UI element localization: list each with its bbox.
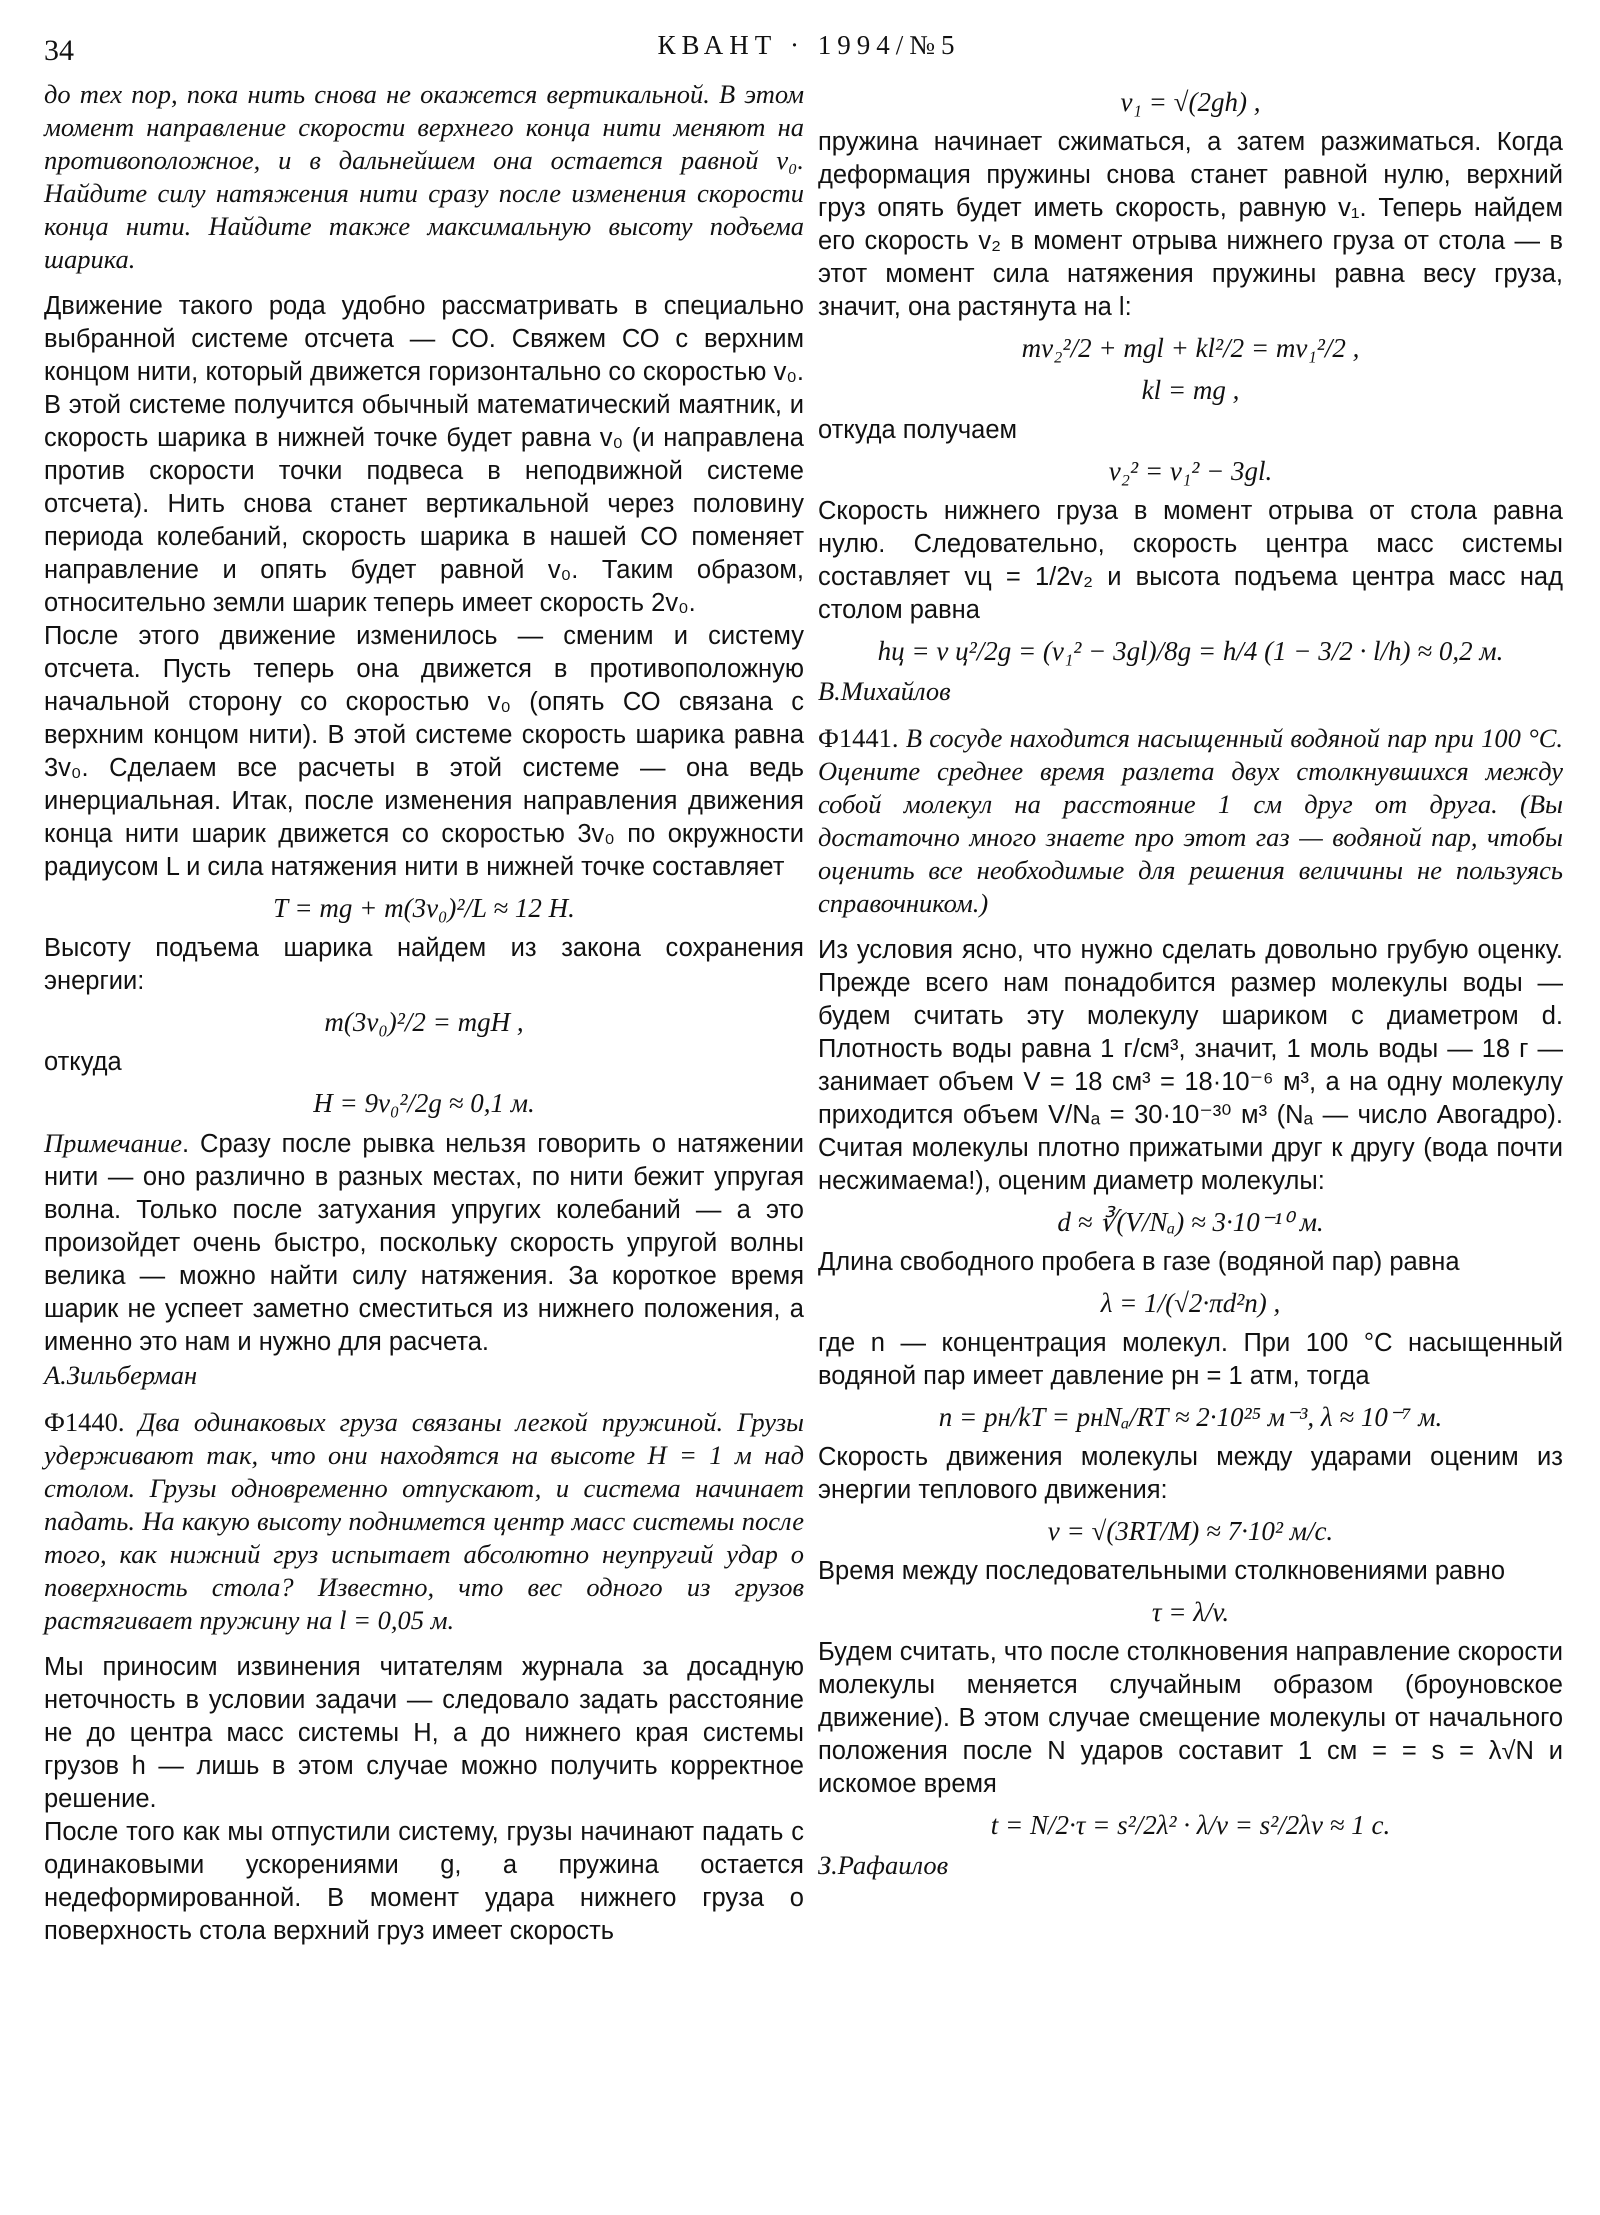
right-column bbox=[818, 78, 1563, 1882]
solution-paragraph: Мы приносим извинения читателям журнала за досадную неточность в условии задачи — следовало задать расстояние не до центра масс системы H, а до нижнего края системы грузов h — лишь в этом случае можно получить корректное решение. bbox=[44, 1653, 804, 1813]
equation-concentration: n = pн/kT = pнNₐ/RT ≈ 2·10²⁵ м⁻³, λ ≈ 10⁻⁷ м. bbox=[938, 1402, 1443, 1432]
left-column bbox=[44, 78, 804, 1948]
problem-1441 bbox=[818, 722, 1563, 920]
solution-paragraph: Высоту подъема шарика найдем из закона сохранения энергии: bbox=[44, 934, 804, 995]
equation-velocity: v₁ = √(2gh) , bbox=[1120, 87, 1261, 117]
author-signature: А.Зильберман bbox=[44, 1360, 198, 1390]
equation-energy-spring: mv₂²/2 + mgl + kl²/2 = mv₁²/2 , bbox=[1021, 333, 1360, 363]
solution-paragraph: Будем считать, что после столкновения направление скорости молекулы меняется случайным образом (броуновское движение). В этом случае смещение молекулы от начального положения после N ударов составит 1 см = = s = λ√N и искомое время bbox=[818, 1638, 1563, 1798]
solution-paragraph: откуда bbox=[44, 1048, 122, 1076]
note-paragraph bbox=[44, 1127, 804, 1359]
equation-v2: v₂² = v₁² − 3gl. bbox=[1108, 456, 1273, 486]
solution-paragraph: где n — концентрация молекул. При 100 °С насыщенный водяной пар имеет давление pн = 1 атм, тогда bbox=[818, 1329, 1563, 1390]
solution-paragraph: Время между последовательными столкновениями равно bbox=[818, 1557, 1506, 1585]
note-label: Примечание bbox=[44, 1128, 183, 1158]
problem-number: Ф1440. bbox=[44, 1407, 125, 1437]
equation-diameter: d ≈ ∛(V/Nₐ) ≈ 3·10⁻¹⁰ м. bbox=[1057, 1207, 1324, 1237]
solution-paragraph: После этого движение изменилось — сменим и систему отсчета. Пусть теперь она движется в противоположную начальной сторону со скоростью v₀ (опять СО связана с верхним концом нити). В этой системе скорость шарика равна 3v₀. Сделаем все расчеты в этой системе — она ведь инерциальная. Итак, после изменения направления движения конца нити шарик движется со скоростью 3v₀ по окружности радиусом L и сила натяжения нити в нижней точке составляет bbox=[44, 622, 804, 881]
solution-paragraph: Скорость нижнего груза в момент отрыва от стола равна нулю. Следовательно, скорость центра масс системы составляет vц = 1/2v₂ и высота подъема центра масс над столом равна bbox=[818, 497, 1563, 624]
journal-title: КВАНТ · 1994/№5 bbox=[657, 30, 961, 60]
solution-paragraph: Скорость движения молекулы между ударами оценим из энергии теплового движения: bbox=[818, 1443, 1563, 1504]
equation-height: H = 9v₀²/2g ≈ 0,1 м. bbox=[313, 1088, 535, 1118]
problem-text: Два одинаковых груза связаны легкой пружиной. Грузы удерживают так, что они находятся на высоте H = 1 м над столом. Грузы одновременно отпускают, и система начинает падать. На какую высоту поднимется центр масс системы после того, как нижний груз испытает абсолютно неупругий удар о поверхность стола? Известно, что вес одного из грузов растягивает пружину на l = 0,05 м. bbox=[44, 1407, 804, 1635]
page-header bbox=[44, 26, 1574, 66]
problem-number: Ф1441. bbox=[818, 723, 899, 753]
page-number: 34 bbox=[44, 34, 74, 67]
equation-tension: T = mg + m(3v₀)²/L ≈ 12 Н. bbox=[273, 893, 575, 923]
solution-paragraph: пружина начинает сжиматься, а затем разжиматься. Когда деформация пружины снова станет равной нулю, верхний груз опять будет иметь скорость, равную v₁. Теперь найдем его скорость v₂ в момент отрыва нижнего груза от стола — в этот момент сила натяжения пружины равна весу груза, значит, она растянута на l: bbox=[818, 128, 1563, 321]
equation-mean-free-path: λ = 1/(√2·πd²n) , bbox=[1100, 1288, 1281, 1318]
solution-paragraph: После того как мы отпустили систему, грузы начинают падать с одинаковыми ускорениями g, а пружина остается недеформированной. В момент удара нижнего груза о поверхность стола верхний груз имеет скорость bbox=[44, 1818, 804, 1945]
problem-statement-continued: до тех пор, пока нить снова не окажется вертикальной. В этом момент направление скорости верхнего конца нити меняют на противоположное, и в дальнейшем она остается равной v₀. Найдите силу натяжения нити сразу после изменения скорости конца нити. Найдите также максимальную высоту подъема шарика. bbox=[44, 79, 804, 274]
note-text: . Сразу после рывка нельзя говорить о натяжении нити — оно различно в разных местах, по нити бежит упругая волна. Только после затухания упругих колебаний — а это произойдет очень быстро, поскольку скорость упругой волны велика — можно найти силу натяжения. За короткое время шарик не успеет заметно сместиться из нижнего положения, а именно это нам и нужно для расчета. bbox=[44, 1130, 804, 1356]
author-signature: З.Рафаилов bbox=[818, 1850, 949, 1880]
solution-paragraph: откуда получаем bbox=[818, 416, 1018, 444]
equation-hooke: kl = mg , bbox=[1141, 375, 1240, 405]
equation-energy: m(3v₀)²/2 = mgH , bbox=[324, 1007, 524, 1037]
equation-tau: τ = λ/v. bbox=[1151, 1597, 1230, 1627]
equation-time: t = N/2·τ = s²/2λ² · λ/v = s²/2λv ≈ 1 с. bbox=[990, 1810, 1391, 1840]
problem-text: В сосуде находится насыщенный водяной пар при 100 °С. Оцените среднее время разлета двух столкнувшихся между собой молекул на расстояние 1 см друг от друга. (Вы достаточно много знаете про этот газ — водяной пар, чтобы оценить все необходимые для решения величины не пользуясь справочником.) bbox=[818, 723, 1563, 918]
solution-paragraph: Движение такого рода удобно рассматривать в специально выбранной системе отсчета — СО. Свяжем СО с верхним концом нити, который движется горизонтально со скоростью v₀. В этой системе получится обычный математический маятник, и скорость шарика в нижней точке будет равна v₀ (и направлена против скорости точки подвеса в неподвижной системе отсчета). Нить снова станет вертикальной через половину периода колебаний, скорость шарика в нашей СО поменяет направление и опять будет равной v₀. Таким образом, относительно земли шарик теперь имеет скорость 2v₀. bbox=[44, 292, 804, 617]
solution-paragraph: Из условия ясно, что нужно сделать довольно грубую оценку. Прежде всего нам понадобится размер молекулы воды — будем считать эту молекулу шариком с диаметром d. Плотность воды равна 1 г/см³, значит, 1 моль воды — 18 г — занимает объем V = 18 см³ = 18·10⁻⁶ м³, а на одну молекулу приходится объем V/Nₐ = 30·10⁻³⁰ м³ (Nₐ — число Авогадро). Считая молекулы плотно прижатыми друг к другу (вода почти несжимаема!), оценим диаметр молекулы: bbox=[818, 936, 1563, 1195]
problem-1440 bbox=[44, 1406, 804, 1637]
author-signature: В.Михайлов bbox=[818, 676, 951, 706]
equation-speed: v = √(3RT/M) ≈ 7·10² м/с. bbox=[1047, 1516, 1334, 1546]
solution-paragraph: Длина свободного пробега в газе (водяной пар) равна bbox=[818, 1248, 1460, 1276]
equation-center-height: hц = v ц²/2g = (v₁² − 3gl)/8g = h/4 (1 − 3/2 · l/h) ≈ 0,2 м. bbox=[877, 636, 1504, 666]
